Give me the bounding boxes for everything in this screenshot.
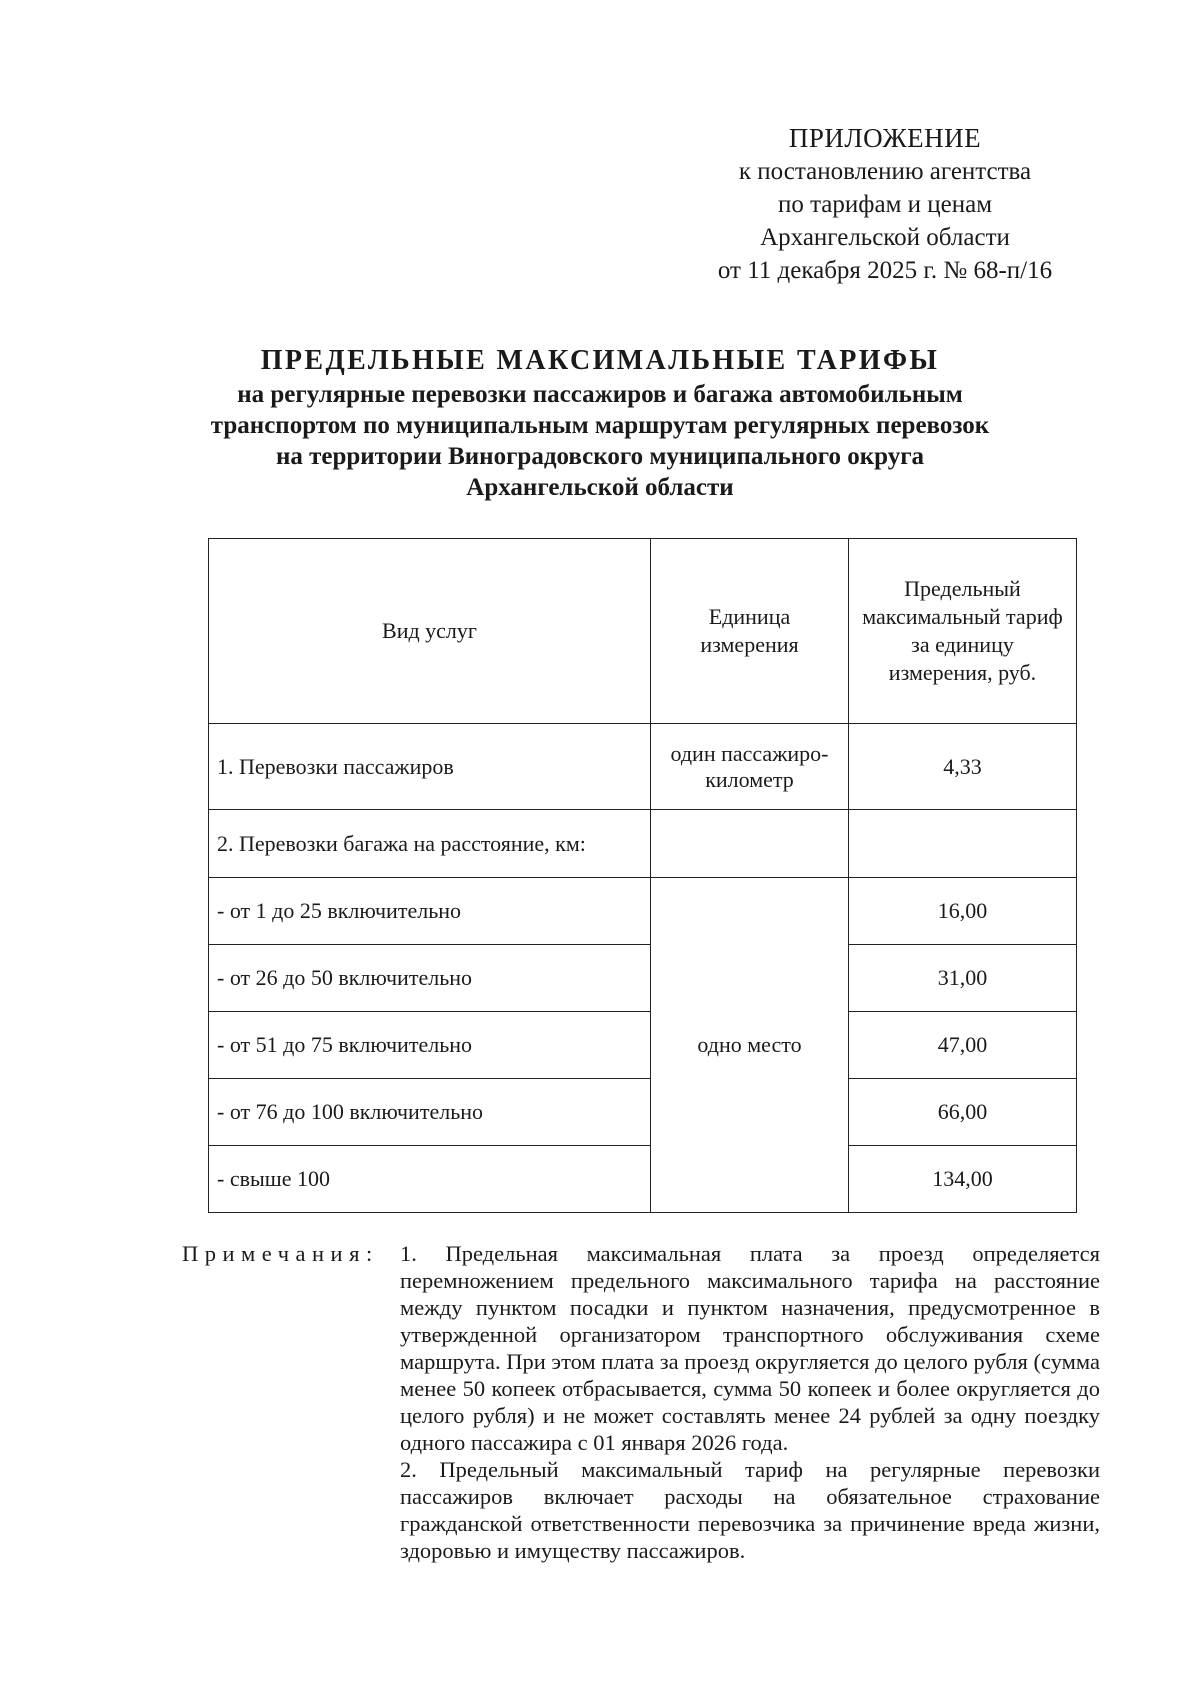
baggage-unit: одно место: [651, 878, 849, 1213]
distance-value: 16,00: [849, 878, 1077, 945]
title-line: Архангельской области: [466, 474, 734, 501]
appendix-line: к постановлению агентства: [738, 158, 1032, 185]
distance-value: 66,00: [849, 1079, 1077, 1146]
table-row: [209, 1012, 1077, 1079]
note-item: 1. Предельная максимальная плата за проезд определяется перемножением предельного максимального тарифа на расстояние между пунктом посадки и пунктом назначения, предусмотренное в утвержденной организатором транспортного обслуживания схеме маршрута. При этом плата за проезд округляется до целого рубля (сумма менее 50 копеек отбрасывается, сумма 50 копеек и более округляется до целого рубля) и не может составлять менее 24 рублей за одну поездку одного пассажира с 01 января 2026 года.: [400, 1241, 1100, 1455]
table-row: [209, 1146, 1077, 1213]
distance-label: - от 26 до 50 включительно: [209, 945, 651, 1012]
passengers-value: 4,33: [849, 724, 1077, 810]
notes-body: [400, 1240, 1100, 1564]
distance-value: 31,00: [849, 945, 1077, 1012]
table-row: [209, 878, 1077, 945]
header-service: Вид услуг: [209, 539, 651, 724]
distance-label: - свыше 100: [209, 1146, 651, 1213]
empty-cell: [849, 810, 1077, 878]
distance-value: 47,00: [849, 1012, 1077, 1079]
appendix-line: Архангельской области: [760, 224, 1010, 251]
note-item: 2. Предельный максимальный тариф на регулярные перевозки пассажиров включает расходы на обязательное страхование гражданской ответственности перевозчика за причинение вреда жизни, здоровью и имуществу пассажиров.: [400, 1457, 1100, 1563]
table-row: [209, 945, 1077, 1012]
distance-label: - от 1 до 25 включительно: [209, 878, 651, 945]
distance-label: - от 76 до 100 включительно: [209, 1079, 651, 1146]
distance-value: 134,00: [849, 1146, 1077, 1213]
table-header-row: [209, 539, 1077, 724]
passengers-unit: один пассажиро-километр: [651, 724, 849, 810]
title-line: транспортом по муниципальным маршрутам регулярных перевозок: [210, 412, 990, 439]
appendix-line: по тарифам и ценам: [777, 191, 993, 218]
appendix-block: [660, 122, 1110, 287]
passengers-label: 1. Перевозки пассажиров: [209, 724, 651, 810]
document-title: [150, 345, 1050, 503]
table-row: [209, 810, 1077, 878]
appendix-date-number: от 11 декабря 2025 г. № 68-п/16: [717, 257, 1053, 284]
title-line: на регулярные перевозки пассажиров и багажа автомобильным: [237, 381, 963, 408]
tariff-table: [208, 538, 1077, 1213]
title-line: на территории Виноградовского муниципального округа: [275, 443, 925, 470]
table-row: [209, 1079, 1077, 1146]
table-row: [209, 724, 1077, 810]
header-unit: Единица измерения: [651, 539, 849, 724]
title-main: ПРЕДЕЛЬНЫЕ МАКСИМАЛЬНЫЕ ТАРИФЫ: [260, 345, 940, 376]
header-tariff: Предельный максимальный тариф за единицу измерения, руб.: [849, 539, 1077, 724]
notes-label: Примечания:: [182, 1241, 379, 1266]
distance-label: - от 51 до 75 включительно: [209, 1012, 651, 1079]
empty-cell: [651, 810, 849, 878]
baggage-label: 2. Перевозки багажа на расстояние, км:: [209, 810, 651, 878]
appendix-heading: ПРИЛОЖЕНИЕ: [788, 123, 982, 153]
